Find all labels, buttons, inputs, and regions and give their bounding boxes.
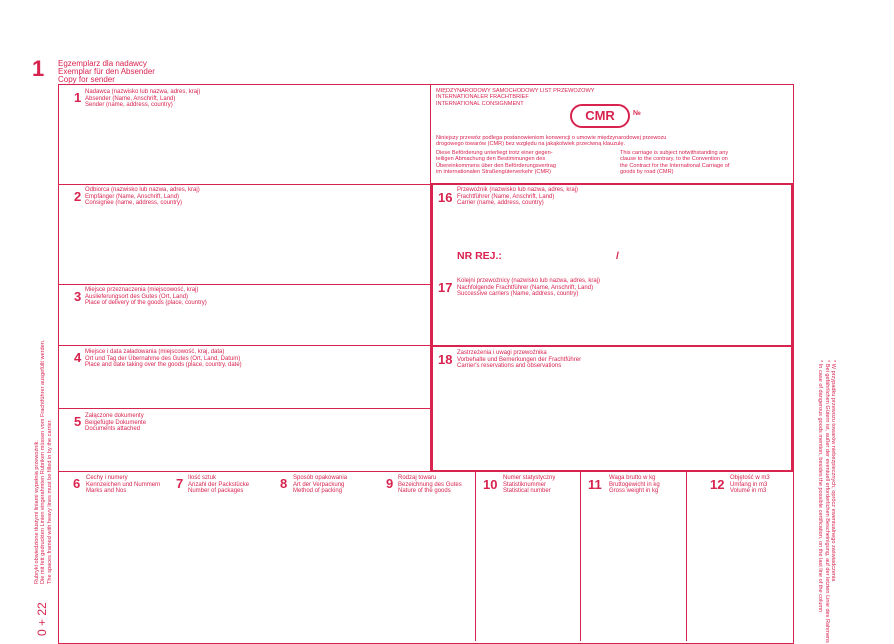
clause-line: clause to the contrary, to the Convention on (620, 156, 728, 163)
field-label-en: Nature of the goods (398, 488, 451, 495)
field-place-of-delivery[interactable] (58, 284, 430, 345)
registration-label: NR REJ.: (457, 250, 502, 262)
field-number: 9 (386, 476, 394, 491)
field-label-pl: Cechy i numery (86, 475, 128, 481)
field-sender[interactable] (58, 84, 430, 184)
field-label-pl: Ilość sztuk (188, 475, 217, 481)
field-label-en: Gross weight in kg (609, 488, 659, 495)
field-label-pl: Załączone dokumenty (85, 413, 144, 419)
field-carrier-reservations[interactable] (431, 347, 793, 471)
field-label-de: Empfänger (Name, Anschrift, Land) (85, 193, 180, 200)
field-label-de: Umfang in m3 (730, 481, 768, 488)
field-label-de: Statistiknummer (503, 481, 547, 488)
registration-slash: / (616, 250, 619, 262)
header-title-en: INTERNATIONAL CONSIGNMENT (436, 100, 524, 107)
field-label-de: Ort und Tag der Übernahme des Gutes (Ort, Land, Datum) (85, 355, 241, 362)
field-label-pl: Sposób opakowania (293, 475, 348, 481)
cmr-logo: CMR (570, 104, 630, 128)
field-label-de: Vorbehalte und Bemerkungen der Frachtführer (457, 356, 582, 363)
field-label-de: Bezeichnung des Gutes (398, 481, 462, 488)
field-label-en: Statistical number (503, 488, 551, 495)
field-number: 7 (176, 476, 184, 491)
clause-line: the Contract for the International Carriage of (620, 162, 730, 169)
copy-description (58, 60, 155, 84)
field-label-de: Absender (Name, Anschrift, Land) (85, 95, 176, 102)
field-label-en: Marks and Nos (86, 488, 127, 495)
field-label-pl: Objętość w m3 (730, 475, 770, 481)
field-label-en: Number of packages (188, 488, 244, 495)
copy-line: Copy for sender (58, 75, 115, 84)
field-place-date-taking-over[interactable] (58, 345, 430, 408)
field-label-de: Art der Verpackung (293, 481, 345, 488)
form-code: 0 + 22 (35, 602, 49, 636)
field-label-de: Bruttogewicht in kg (609, 481, 660, 488)
margin-line: * W przypadku przewozu towarów niebezpiecznych, oprócz ewentualnego zaświadczenia (830, 360, 836, 582)
field-number: 5 (74, 414, 82, 429)
field-label-de: Kennzeichen und Nummern (86, 481, 161, 488)
field-label-pl: Zastrzeżenia i uwagi przewoźnika (457, 350, 547, 356)
margin-line: The spaces framed with heavy lines must be filled in by the carrier. (46, 419, 53, 584)
field-label-en: Documents attached (85, 426, 141, 433)
clause-en (620, 150, 729, 176)
field-label-en: Volume in m3 (730, 488, 767, 495)
field-label-en: Carrier's reservations and observations (457, 363, 562, 370)
clause-de (436, 150, 556, 176)
left-margin-note (34, 340, 53, 584)
field-number: 11 (588, 477, 602, 492)
margin-line: Die mit fett gedruckten Linien eingerahmten Rubriken müssen vom Frachtführer ausgefüllt werden. (40, 339, 47, 584)
field-number: 12 (710, 477, 725, 492)
field-number: 8 (280, 476, 288, 491)
field-number-of-packages[interactable] (162, 471, 266, 641)
field-label-de: Beigefügte Dokumente (85, 419, 147, 426)
clause-line: Übereinkommens über den Beförderungsvertrag (436, 162, 557, 169)
field-gross-weight[interactable] (580, 471, 686, 641)
field-label-en: Place and date taking over the goods (place, country, date) (85, 362, 242, 369)
field-number: 10 (483, 477, 498, 492)
field-number: 18 (438, 352, 453, 367)
field-label-en: Successive carriers (Name, address, country) (457, 291, 579, 298)
header-title-de: INTERNATIONALER FRACHTBRIEF (436, 94, 529, 101)
right-margin-note (817, 360, 836, 643)
field-label-pl: Odbiorca (nazwisko lub nazwa, adres, kraj) (85, 187, 200, 193)
clause-pl (436, 135, 666, 148)
field-label-de: Nachfolgende Frachtführer (Name, Anschrift, Land) (457, 284, 594, 291)
field-label-en: Carrier (name, address, country) (457, 200, 544, 207)
field-documents-attached[interactable] (58, 408, 430, 471)
field-consignee[interactable] (58, 184, 430, 284)
field-label-de: Frachtführer (Name, Anschrift, Land) (457, 193, 555, 200)
field-number: 3 (74, 289, 82, 304)
consignment-number-label: № (633, 110, 641, 117)
field-label-pl: Kolejni przewoźnicy (nazwisko lub nazwa, adres, kraj) (457, 278, 601, 284)
field-successive-carriers[interactable] (431, 275, 793, 345)
field-label-pl: Przewoźnik (nazwisko lub nazwa, adres, kraj) (457, 187, 579, 193)
clause-line: Niniejszy przewóz podlega postanowieniom konwencji o umowie międzynarodowej przewozu (436, 135, 667, 141)
margin-line: * Bei gefährlichen Gütern ist, außer der eventuell erforderlichen Bescheinigung, auf der letzten Linie des Rahmens (823, 360, 830, 643)
field-label-pl: Numer statystyczny (503, 475, 556, 481)
field-number: 4 (74, 350, 82, 365)
field-method-of-packing[interactable] (266, 471, 370, 641)
header-title-pl: MIĘDZYNARODOWY SAMOCHODOWY LIST PRZEWOZOWY (436, 88, 595, 94)
copy-number: 1 (32, 56, 45, 81)
clause-line: im internationalen Straßengüterverkehr (CMR) (436, 169, 552, 176)
field-label-en: Consignee (name, address, country) (85, 200, 183, 207)
field-number: 6 (73, 476, 81, 491)
margin-line: Rubryki obwiedzione tłustymi liniami wypełnia przewoźnik. (34, 440, 40, 584)
copy-line: Exemplar für den Absender (58, 67, 155, 76)
field-label-pl: Miejsce przeznaczenia (miejscowość, kraj) (85, 287, 199, 293)
field-label-pl: Rodzaj towaru (398, 475, 437, 481)
clause-line: Diese Beförderung unterliegt trotz einer gegen- (436, 150, 553, 156)
field-label-pl: Waga brutto w kg (609, 475, 656, 481)
header-titles (436, 88, 595, 107)
clause-line: goods by road (CMR) (620, 169, 674, 176)
field-label-pl: Nadawca (nazwisko lub nazwa, adres, kraj) (85, 89, 201, 95)
field-label-de: Auslieferungsort des Gutes (Ort, Land) (85, 293, 189, 300)
field-nature-of-goods[interactable] (370, 471, 475, 641)
field-label-en: Method of packing (293, 488, 343, 495)
field-statistical-number[interactable] (475, 471, 580, 641)
field-number: 1 (74, 90, 82, 105)
margin-line: * In case of dangerous goods mention, besides the possible certification, on the last line of the column (817, 360, 824, 613)
field-label-de: Anzahl der Packstücke (188, 481, 250, 488)
copy-line: Egzemplarz dla nadawcy (58, 59, 147, 68)
clause-line: drogowego towarów (CMR) bez względu na jakąkolwiek przeciwną klauzulę. (436, 141, 626, 148)
field-number: 17 (438, 280, 453, 295)
clause-line: teiligen Abmachung den Bestimmungen des (436, 156, 546, 163)
field-volume[interactable] (686, 471, 794, 641)
field-label-en: Sender (name, address, country) (85, 102, 173, 109)
field-label-en: Place of delivery of the goods (place, country) (85, 300, 207, 307)
clause-line: This carriage is subject notwithstanding any (620, 150, 729, 156)
field-number: 2 (74, 189, 82, 204)
field-label-pl: Miejsce i data załadowania (miejscowość, kraj, data) (85, 349, 225, 355)
field-number: 16 (438, 190, 453, 205)
field-marks-and-nos[interactable] (58, 471, 162, 641)
